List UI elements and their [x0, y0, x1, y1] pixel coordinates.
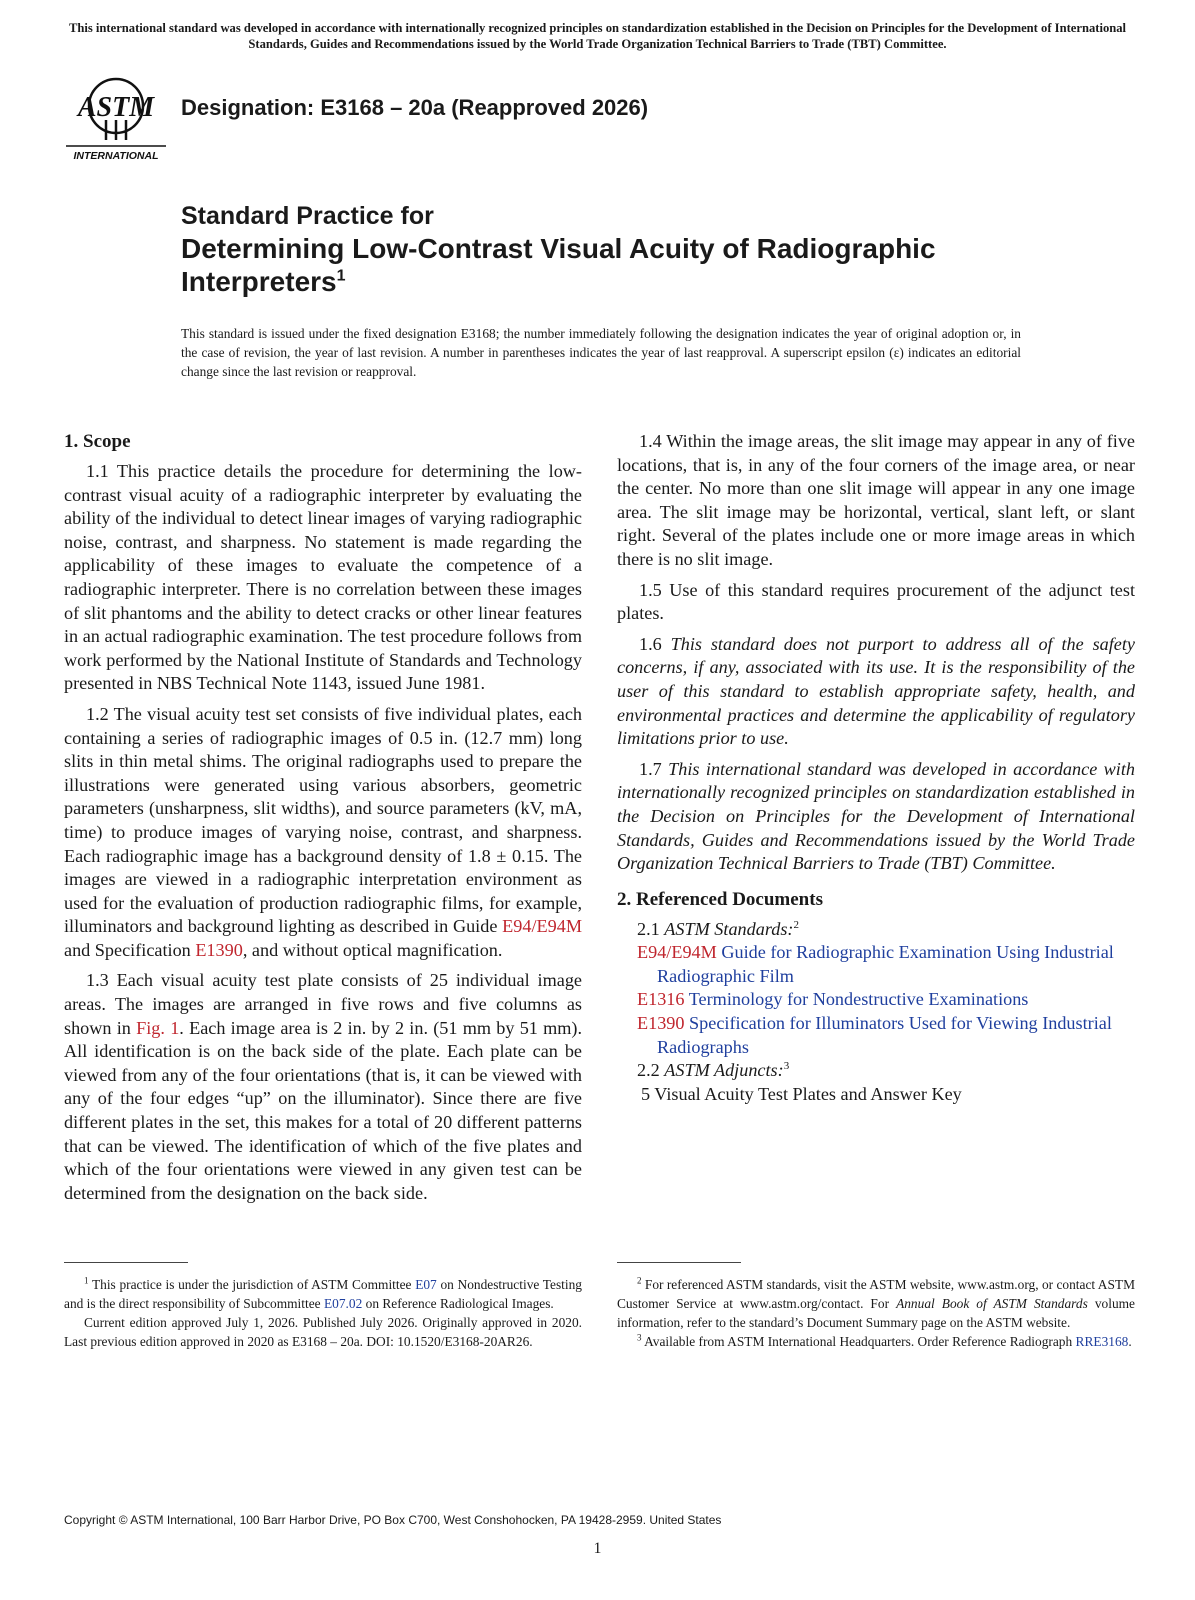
- reference-item: [617, 1012, 1135, 1059]
- paragraph-1-1: 1.1 This practice details the procedure for determining the low-contrast visual acuity of a radiographic interpreter by evaluating the ability of the individual to detect linear images of varying radiographic noise, contrast, and sharpness. No statement is made regarding the applicability of these images to evaluate the competence of a radiographic interpreter. There is no correlation between these images of slit phantoms and the ability to detect cracks or other linear features in an actual radiographic examination. The test procedure follows from work performed by the National Institute of Standards and Technology presented in NBS Technical Note 1143, issued June 1981.: [64, 461, 582, 694]
- footnotes-left: [64, 1275, 582, 1351]
- paragraph-1-3: 1.3 Each visual acuity test plate consists of 25 individual image areas. The images are arranged in five rows and five columns as shown in Fig. 1. Each image area is 2 in. by 2 in. (51 mm by 51 mm). All identification is on the back side of the plate. Each plate can be viewed from any of the four orientations (that is, it can be viewed with any of the four edges “up” on the illuminator). Since there are five different plates in the set, this makes for a total of 20 different patterns that can be viewed. The identification of which of the five plates and which of the four orientations were viewed in any given test can be determined from the designation on the back side.: [64, 970, 583, 1203]
- astm-logo: [66, 70, 172, 164]
- link-e94[interactable]: E94/E94M: [502, 916, 582, 937]
- footnote-rule-right: [617, 1262, 741, 1263]
- reference-title-link[interactable]: Guide for Radiographic Examination Using Industrial Radiographic Film: [657, 942, 1114, 986]
- title-footnote-mark: 1: [336, 267, 346, 285]
- link-e1390[interactable]: E1390: [195, 939, 243, 960]
- top-notice: This international standard was developed in accordance with internationally recognized principles on standardization established in the Decision on Principles for the Development of International Standards, Guides and Recommendations issued by the World Trade Organization Technical Barriers to Trade (TBT) Committee.: [68, 21, 1127, 51]
- paragraph-1-6: 1.6 This standard does not purport to address all of the safety concerns, if any, associated with its use. It is the responsibility of the user of this standard to establish appropriate safety, health, and environmental practices and determine the applicability of regulatory limitations prior to use.: [617, 633, 1135, 749]
- astm-standards-heading: 2.1 ASTM Standards:$^2$: [637, 918, 799, 939]
- page-number: 1: [593, 1540, 602, 1557]
- section-heading-scope: 1. Scope: [64, 431, 131, 452]
- document-title: Determining Low-Contrast Visual Acuity of Radiographic Interpreters$^1$: [181, 233, 936, 297]
- reference-code-link[interactable]: E1316: [637, 989, 685, 1010]
- astm-adjuncts-heading: 2.2 ASTM Adjuncts:$^3$: [637, 1060, 790, 1081]
- left-column: [64, 430, 582, 1212]
- link-e07-02[interactable]: E07.02: [323, 1296, 363, 1311]
- issue-note: This standard is issued under the fixed designation E3168; the number immediately following the designation indicates the year of original adoption or, in the case of revision, the year of last revision. A number in parentheses indicates the year of last reapproval. A superscript epsilon (ε) indicates an editorial change since the last revision or reapproval.: [181, 326, 1021, 379]
- paragraph-1-5: 1.5 Use of this standard requires procurement of the adjunct test plates.: [617, 579, 1135, 624]
- paragraph-1-2: 1.2 The visual acuity test set consists of five individual plates, each containing a series of radiographic images of 0.5 in. (12.7 mm) long slits in thin metal shims. The original radiographs used to prepare the illustrations were generated using various absorbers, geometric parameters (unsharpness, slit widths), and source parameters (kV, mA, time) to produce images of varying noise, contrast, and sharpness. Each radiographic image has a background density of 1.8 ± 0.15. The images are viewed in a radiographic interpretation environment as used for the evaluation of production radiographic films, for example, illuminators and background lighting as described in Guide E94/E94M and Specification E1390, and without optical magnification.: [64, 703, 582, 960]
- reference-list: [617, 941, 1135, 1059]
- svg-text:ASTM: ASTM: [77, 92, 155, 123]
- paragraph-1-4: 1.4 Within the image areas, the slit image may appear in any of five locations, that is, in any of the four corners of the image area, or near the center. No more than one slit image will appear in any one image area. The slit image may be horizontal, vertical, slant left, or slant right. Several of the plates include one or more image areas in which there is no slit image.: [617, 431, 1135, 569]
- reference-title-link[interactable]: Terminology for Nondestructive Examinations: [688, 989, 1029, 1010]
- designation: Designation: E3168 – 20a (Reapproved 2026): [181, 95, 649, 120]
- reference-item: [617, 941, 1135, 988]
- footnote-3: $^3$ Available from ASTM International Headquarters. Order Reference Radiograph RRE3168.: [637, 1332, 1132, 1349]
- paragraph-1-7: 1.7 This international standard was developed in accordance with internationally recognized principles on standardization established in the Decision on Principles for the Development of International Standards, Guides and Recommendations issued by the World Trade Organization Technical Barriers to Trade (TBT) Committee.: [617, 758, 1136, 874]
- link-fig-1[interactable]: Fig. 1: [136, 1017, 180, 1038]
- reference-code-link[interactable]: E94/E94M: [637, 942, 717, 963]
- reference-item: [617, 988, 1135, 1012]
- astm-logo-icon: [66, 70, 172, 164]
- title-block: [181, 200, 1081, 298]
- footnotes-right: [617, 1275, 1135, 1351]
- copyright: Copyright © ASTM International, 100 Barr Harbor Drive, PO Box C700, West Conshohocken, PA 19428-2959. United States: [64, 1513, 722, 1527]
- link-rre3168[interactable]: RRE3168: [1075, 1334, 1129, 1349]
- footnote-1-edition: Current edition approved July 1, 2026. Published July 2026. Originally approved in 2020. Last previous edition approved in 2020 as E3168 – 20a. DOI: 10.1520/E3168-20AR26.: [64, 1315, 582, 1349]
- link-e07[interactable]: E07: [415, 1277, 437, 1292]
- footnote-1: $^1$ This practice is under the jurisdiction of ASTM Committee E07 on Nondestructive Testing and is the direct responsibility of Subcommittee E07.02 on Reference Radiological Images.: [64, 1275, 583, 1311]
- svg-text:INTERNATIONAL: INTERNATIONAL: [73, 150, 159, 162]
- section-heading-references: 2. Referenced Documents: [617, 888, 823, 910]
- title-prefix: Standard Practice for: [181, 202, 434, 230]
- reference-code-link[interactable]: E1390: [637, 1013, 685, 1034]
- adjunct-item: 5 Visual Acuity Test Plates and Answer Key: [641, 1083, 962, 1104]
- right-column: [617, 430, 1135, 1106]
- footnote-2: $^2$ For referenced ASTM standards, visit the ASTM website, www.astm.org, or contact ASTM Customer Service at www.astm.org/contact. For Annual Book of ASTM Standards volume information, refer to the standard’s Document Summary page on the ASTM website.: [617, 1275, 1135, 1330]
- reference-title-link[interactable]: Specification for Illuminators Used for Viewing Industrial Radiographs: [657, 1013, 1112, 1057]
- footnote-rule-left: [64, 1262, 188, 1263]
